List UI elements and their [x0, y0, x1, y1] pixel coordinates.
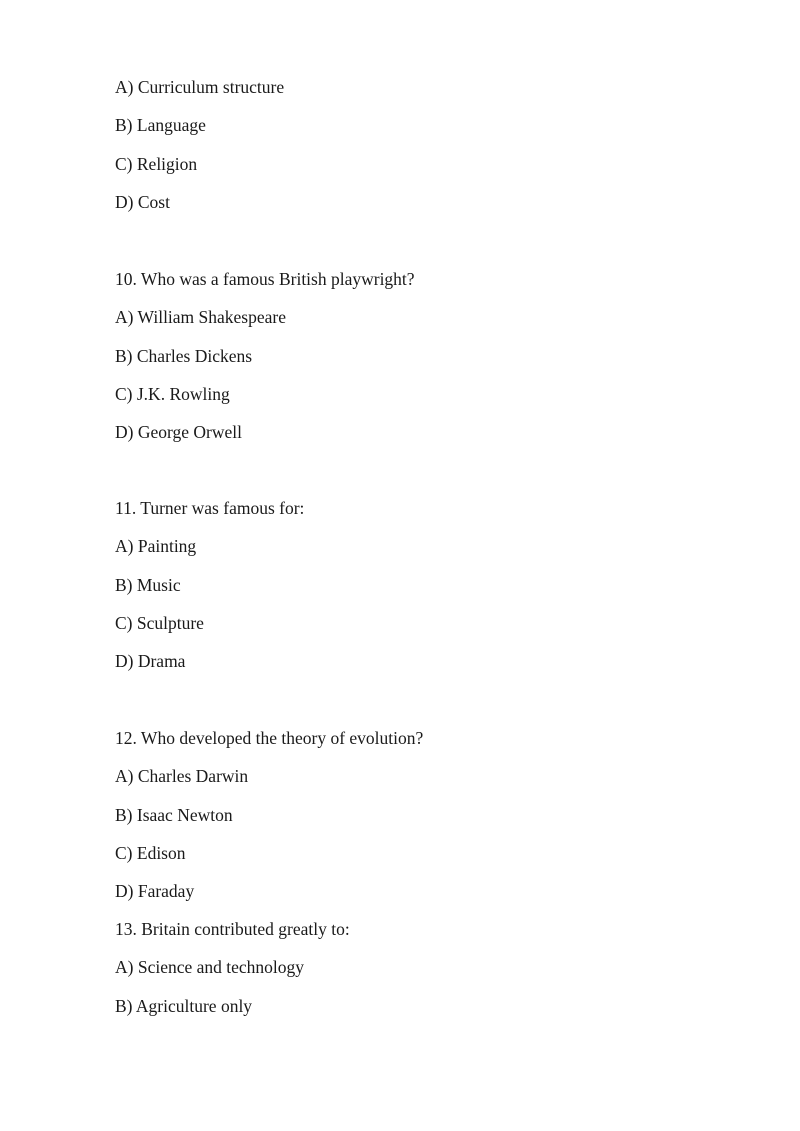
question-10-text: 10. Who was a famous British playwright? [115, 269, 415, 289]
question-12-option-a: A) Charles Darwin [115, 766, 249, 787]
question-11-option-d: D) Drama [115, 651, 186, 672]
question-9-option-d: D) Cost [115, 191, 170, 212]
question-13-block [115, 919, 715, 1016]
question-10-option-b: B) Charles Dickens [115, 345, 253, 366]
question-10-option-d: D) George Orwell [115, 422, 242, 443]
question-12-option-c: C) Edison [115, 842, 186, 863]
question-9-option-a: A) Curriculum structure [115, 77, 285, 97]
question-11-option-a: A) Painting [115, 536, 197, 557]
question-10-option-c: C) J.K. Rowling [115, 383, 230, 404]
question-13-option-a: A) Science and technology [115, 957, 305, 978]
question-13-text: 13. Britain contributed greatly to: [115, 919, 350, 939]
question-12-option-b: B) Isaac Newton [115, 804, 233, 825]
question-9-option-b: B) Language [115, 115, 206, 136]
question-11-option-b: B) Music [115, 574, 181, 595]
question-12-option-d: D) Faraday [115, 881, 195, 902]
question-12-block [115, 728, 715, 901]
question-9-option-c: C) Religion [115, 153, 198, 174]
question-9-block [115, 77, 715, 212]
question-10-block [115, 269, 715, 442]
question-11-text: 11. Turner was famous for: [115, 498, 305, 518]
question-11-option-c: C) Sculpture [115, 612, 204, 633]
question-11-block [115, 498, 715, 671]
question-10-option-a: A) William Shakespeare [115, 307, 287, 328]
question-13-option-b: B) Agriculture only [115, 995, 253, 1016]
question-12-text: 12. Who developed the theory of evolution? [115, 728, 424, 748]
